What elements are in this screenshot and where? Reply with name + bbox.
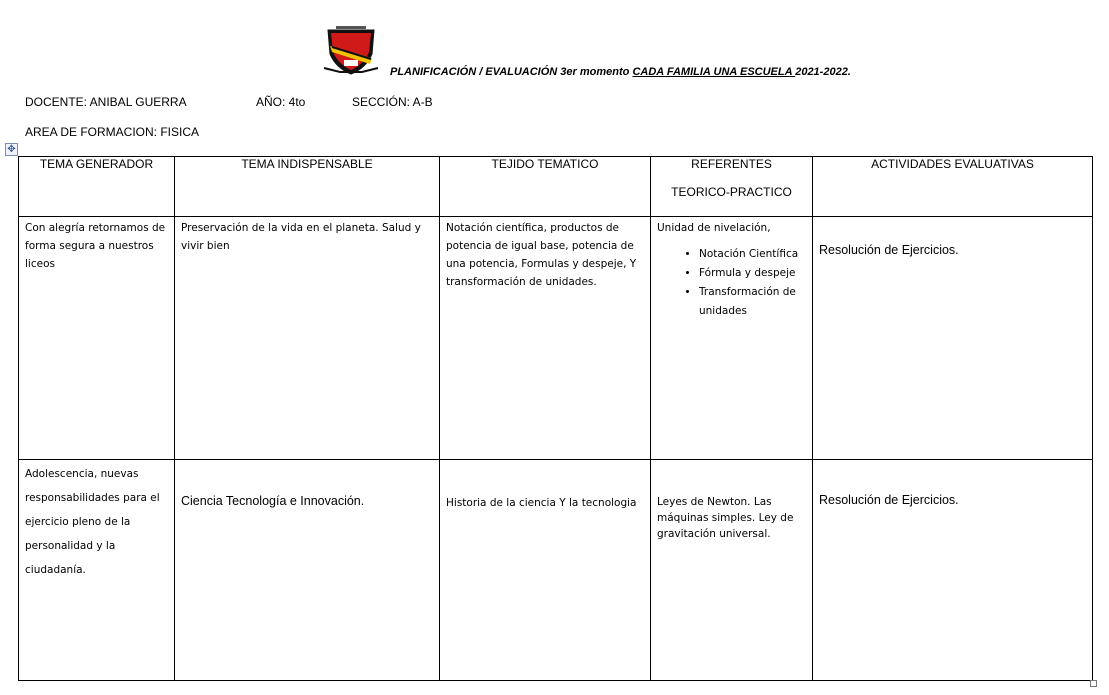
cell-tema-generador: Adolescencia, nuevas responsabilidades para el ejercicio pleno de la personalidad y la ciudadanía.: [19, 460, 175, 681]
planning-table: [18, 156, 1093, 681]
seccion-label: SECCIÓN: A-B: [352, 95, 433, 109]
referentes-text: Leyes de Newton. Las máquinas simples. Ley de gravitación universal.: [657, 496, 794, 540]
area-label: AREA DE FORMACION: FISICA: [25, 125, 200, 139]
cell-actividades: [813, 460, 1093, 681]
cell-tema-generador: Con alegría retornamos de forma segura a nuestros liceos: [19, 217, 175, 460]
header-tejido-tematico: TEJIDO TEMATICO: [440, 157, 651, 217]
table-resize-handle[interactable]: [1090, 680, 1097, 687]
actividades-text: Resolución de Ejercicios.: [819, 493, 959, 507]
cell-referentes: [651, 217, 813, 460]
document-title: PLANIFICACIÓN / EVALUACIÓN 3er momento CADA FAMILIA UNA ESCUELA 2021-2022.: [390, 66, 851, 78]
referentes-intro: Unidad de nivelación,: [657, 222, 771, 234]
list-item: • Transformación de unidades: [699, 283, 808, 321]
referentes-list: [657, 245, 808, 321]
docente-label: DOCENTE: ANIBAL GUERRA: [25, 95, 187, 109]
header-referentes-line1: REFERENTES: [691, 157, 772, 171]
cell-tema-indispensable: [175, 460, 440, 681]
header-referentes: [651, 157, 813, 217]
table-row: [19, 460, 1093, 681]
list-item: • Fórmula y despeje: [699, 264, 808, 283]
actividades-text: Resolución de Ejercicios.: [819, 243, 959, 257]
cell-referentes: [651, 460, 813, 681]
tema-indispensable-text: Ciencia Tecnología e Innovación.: [181, 494, 365, 508]
table-header-row: [19, 157, 1093, 217]
table-row: [19, 217, 1093, 460]
school-logo: [322, 24, 380, 76]
cell-tejido-tematico: Notación científica, productos de potencia de igual base, potencia de una potencia, Formulas y despeje, Y transformación de unidades.: [440, 217, 651, 460]
header-tema-indispensable: TEMA INDISPENSABLE: [175, 157, 440, 217]
cell-actividades: [813, 217, 1093, 460]
tejido-text: Historia de la ciencia Y la tecnologia: [446, 497, 637, 509]
table-move-handle-icon[interactable]: ✥: [5, 143, 18, 156]
header-actividades: ACTIVIDADES EVALUATIVAS: [813, 157, 1093, 217]
cell-tejido-tematico: [440, 460, 651, 681]
header-tema-generador: TEMA GENERADOR: [19, 157, 175, 217]
list-item: • Notación Científica: [699, 245, 808, 264]
anio-label: AÑO: 4to: [256, 95, 306, 109]
cell-tema-indispensable: Preservación de la vida en el planeta. Salud y vivir bien: [175, 217, 440, 460]
header-referentes-line2: TEORICO-PRACTICO: [671, 185, 792, 199]
